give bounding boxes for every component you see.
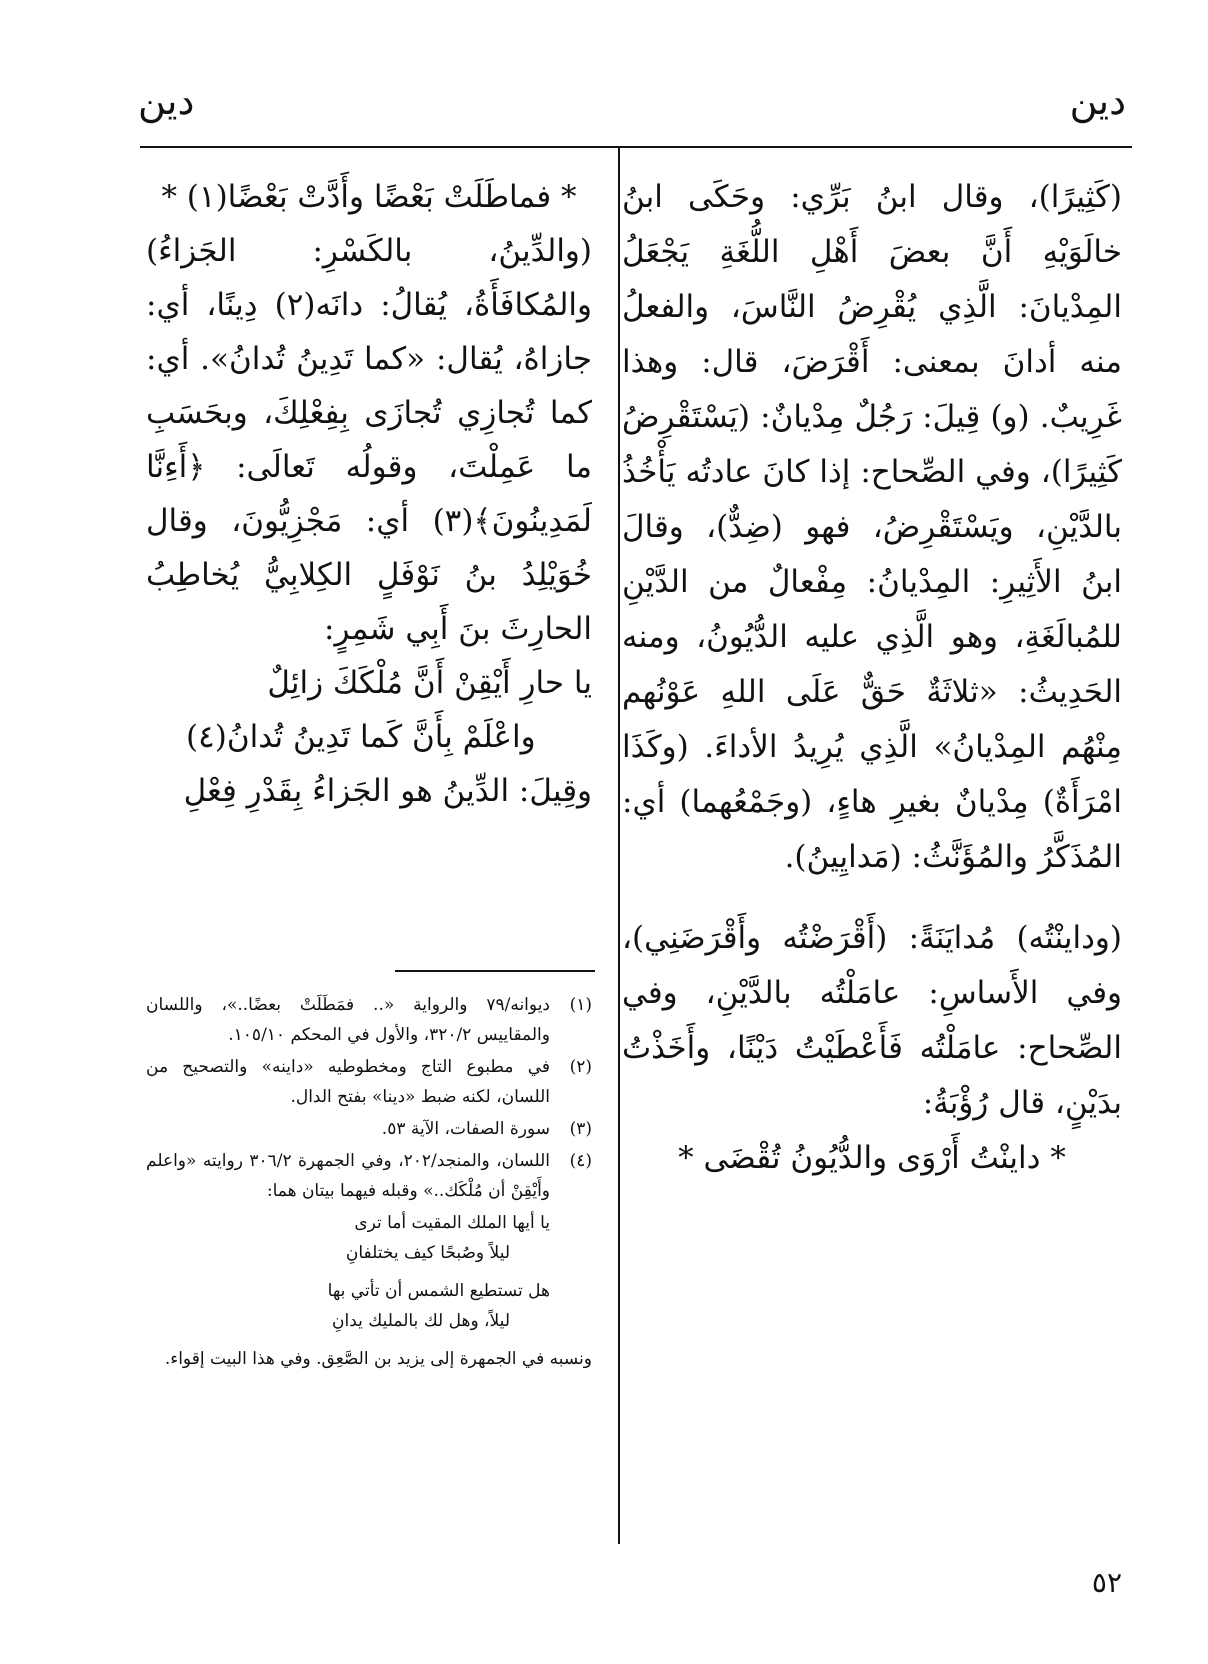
footnote-poem-line: هل تستطيع الشمس أن تأتي بها (327, 1281, 550, 1301)
left-column (146, 170, 592, 818)
right-verse: * داينْتُ أَرْوَى والدُّيُونُ تُقْضَى * (678, 1140, 1066, 1176)
column-divider (618, 148, 620, 1544)
footnote-rule (395, 970, 595, 972)
footnote-poem-line: يا أيها الملك المقيت أما ترى (354, 1213, 550, 1233)
poem-line-2: واعْلَمْ بِأَنَّ كَما تَدِينُ تُدانُ(٤) (186, 719, 536, 755)
footnote-item (146, 1052, 592, 1112)
footnote-poem-line: ليلاً، وهل لك بالمليك يدانِ (332, 1311, 510, 1331)
left-paragraph-2: وقِيلَ: الدِّينُ هو الجَزاءُ بِقَدْرِ فِعْلِ (183, 773, 592, 809)
right-column (622, 170, 1122, 1186)
footnote-number: (١) (569, 995, 592, 1015)
poem-line-1: يا حارِ أَيْقِنْ أَنَّ مُلْكَكَ زائِلٌ (267, 665, 592, 701)
footnote-poem-line: ليلاً وصُبحًا كيف يختلفانِ (345, 1243, 510, 1263)
left-verse: * فماطَلَتْ بَعْضًا وأَدَّتْ بَعْضًا(١) * (161, 179, 577, 215)
footnote-number: (٣) (569, 1119, 592, 1139)
left-paragraph-1: (والدِّينُ، بالكَسْرِ: الجَزاءُ) والمُكافَأَةُ، يُقالُ: دانَه(٢) دِينًا، أي: جازاهُ، يُقال: «كما تَدِينُ تُدانُ». أي: كما تُجازِي تُجازَى بِفِعْلِكَ، وبحَسَبِ ما عَمِلْتَ، وقولُه تَعالَى: ﴿أَءِنَّا لَمَدِينُونَ﴾(٣) أي: مَجْزِيُّونَ، وقال خُوَيْلِدُ بنُ نَوْفَلٍ الكِلابِيُّ يُخاطِبُ الحارِثَ بنَ أَبِي شَمِرٍ: (146, 233, 592, 647)
footnote-item (146, 1146, 592, 1206)
footnote-text: سورة الصفات، الآية ٥٣. (381, 1119, 550, 1139)
footnote-number: (٤) (569, 1151, 592, 1171)
footnotes (146, 990, 592, 1374)
right-paragraph-2: (وداينْتُه) مُدايَنَةً: (أَقْرَضْتُه وأَقْرَضَنِي)، وفي الأَساسِ: عامَلْتُه بالدَّيْنِ، وفي الصِّحاح: عامَلْتُه فَأَعْطَيْتُ دَيْنًا، وأَخَذْتُ بدَيْنٍ، قال رُؤْبَةُ: (622, 920, 1122, 1121)
footnote-item (146, 1114, 592, 1144)
running-header-left: دين (138, 79, 195, 123)
footnote-text: اللسان، والمنجد/٢٠٢، وفي الجمهرة ٣٠٦/٢ روايته «واعلم وأَيْقِنْ أن مُلْكَك..» وقبله فيهما بيتان هما: (146, 1151, 550, 1201)
footnote-number: (٢) (569, 1057, 592, 1077)
footnote-poem (146, 1208, 592, 1336)
right-paragraph-1: (كَثِيرًا)، وقال ابنُ بَرِّي: وحَكَى ابنُ خالَوَيْهِ أَنَّ بعضَ أَهْلِ اللُّغَةِ يَجْعَلُ المِدْيانَ: الَّذِي يُقْرِضُ النَّاسَ، والفعلُ منه أدانَ بمعنى: أَقْرَضَ، قال: وهذا غَرِيبٌ. (و) قِيلَ: رَجُلٌ مِدْيانٌ: (يَسْتَقْرِضُ كَثِيرًا)، وفي الصِّحاح: إذا كانَ عادتُه يَأْخُذُ بالدَّيْنِ، ويَسْتَقْرِضُ، فهو (ضِدٌّ)، وقالَ ابنُ الأَثِيرِ: المِدْيانُ: مِفْعالٌ من الدَّيْنِ للمُبالَغَةِ، وهو الَّذِي عليه الدُّيُونُ، ومنه الحَدِيثُ: «ثلاثَةٌ حَقٌّ عَلَى اللهِ عَوْنُهم مِنْهُم المِدْيانُ» الَّذِي يُرِيدُ الأداءَ. (وكَذَا امْرَأَةٌ) مِدْيانٌ بغيرِ هاءٍ، (وجَمْعُهما) أي: المُذَكَّرُ والمُؤَنَّثُ: (مَدايِينُ). (622, 179, 1122, 875)
footnote-note: ونسبه في الجمهرة إلى يزيد بن الصَّعِق. وفي هذا البيت إقواء. (164, 1349, 592, 1369)
header-rule (140, 146, 1132, 148)
page-number: ٥٢ (1091, 1566, 1122, 1599)
running-header-right: دين (1069, 79, 1126, 123)
footnote-text: ديوانه/٧٩ والرواية «.. فمَطَلَتْ بعضًا..»، واللسان والمقاييس ٣٢٠/٢، والأول في المحكم ١٠٥/١٠. (146, 995, 550, 1045)
footnote-text: في مطبوع التاج ومخطوطيه «داينه» والتصحيح من اللسان، لكنه ضبط «دينا» بفتح الدال. (146, 1057, 550, 1107)
footnote-item (146, 990, 592, 1050)
